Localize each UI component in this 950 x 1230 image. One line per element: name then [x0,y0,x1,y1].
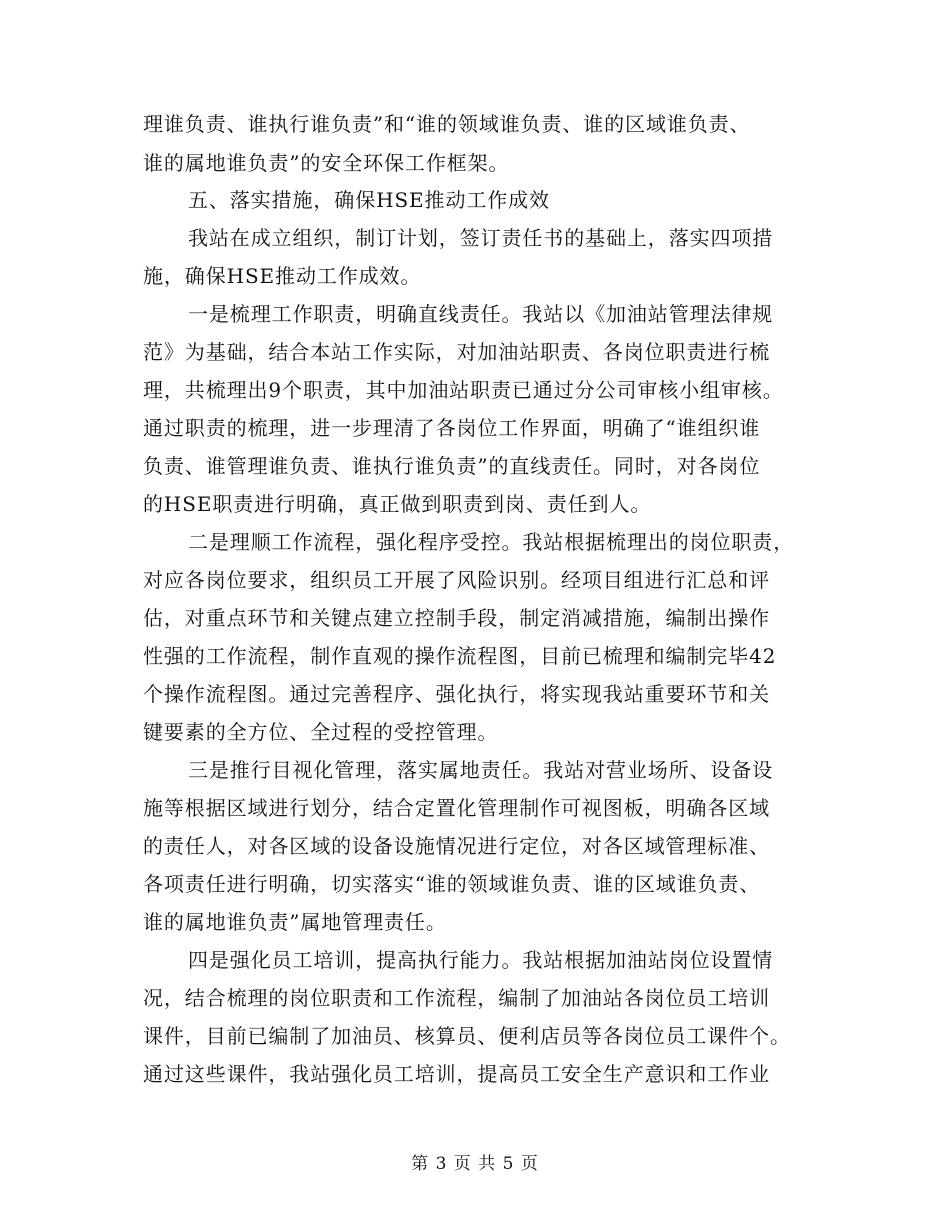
body-line: 对应各岗位要求，组织员工开展了风险识别。经项目组进行汇总和评 [143,568,770,592]
body-line: 通过职责的梳理，进一步理清了各岗位工作界面，明确了“谁组织谁 [143,416,761,440]
body-line: 施等根据区域进行划分，结合定置化管理制作可视图板，明确各区域 [143,796,770,820]
body-line: 性强的工作流程，制作直观的操作流程图，目前已梳理和编制完毕42 [143,644,777,668]
body-line: 的HSE职责进行明确，真正做到职责到岗、责任到人。 [143,492,652,516]
body-line: 谁的属地谁负责”属地管理责任。 [143,910,447,934]
body-line: 课件，目前已编制了加油员、核算员、便利店员等各岗位员工课件个。 [143,1024,791,1048]
body-line: 二是理顺工作流程，强化程序受控。我站根据梳理出的岗位职责， [188,530,795,554]
body-line: 估，对重点环节和关键点建立控制手段，制定消减措施，编制出操作 [143,606,770,630]
body-line: 理，共梳理出9个职责，其中加油站职责已通过分公司审核小组审核。 [143,378,784,402]
body-line: 键要素的全方位、全过程的受控管理。 [143,720,499,744]
body-line: 一是梳理工作职责，明确直线责任。我站以《加油站管理法律规 [188,302,774,326]
body-line: 况，结合梳理的岗位职责和工作流程，编制了加油站各岗位员工培训 [143,986,770,1010]
body-line: 负责、谁管理谁负责、谁执行谁负责”的直线责任。同时，对各岗位 [143,454,761,478]
body-line: 的责任人，对各区域的设备设施情况进行定位，对各区域管理标准、 [143,834,770,858]
body-line: 通过这些课件，我站强化员工培训，提高员工安全生产意识和工作业 [143,1062,770,1086]
body-line: 各项责任进行明确，切实落实“谁的领域谁负责、谁的区域谁负责、 [143,872,761,896]
body-line: 理谁负责、谁执行谁负责”和“谁的领域谁负责、谁的区域谁负责、 [143,112,751,136]
body-line: 三是推行目视化管理，落实属地责任。我站对营业场所、设备设 [188,758,774,782]
body-line: 我站在成立组织，制订计划，签订责任书的基础上，落实四项措 [188,226,774,250]
body-line: 施，确保HSE推动工作成效。 [143,264,422,288]
body-line: 四是强化员工培训，提高执行能力。我站根据加油站岗位设置情 [188,948,774,972]
body-line: 谁的属地谁负责”的安全环保工作框架。 [143,151,510,175]
body-line: 个操作流程图。通过完善程序、强化执行，将实现我站重要环节和关 [143,682,770,706]
page-number-footer: 第 3 页 共 5 页 [411,1154,539,1174]
section-heading: 五、落实措施，确保HSE推动工作成效 [188,188,550,212]
body-line: 范》为基础，结合本站工作实际，对加油站职责、各岗位职责进行梳 [143,340,770,364]
